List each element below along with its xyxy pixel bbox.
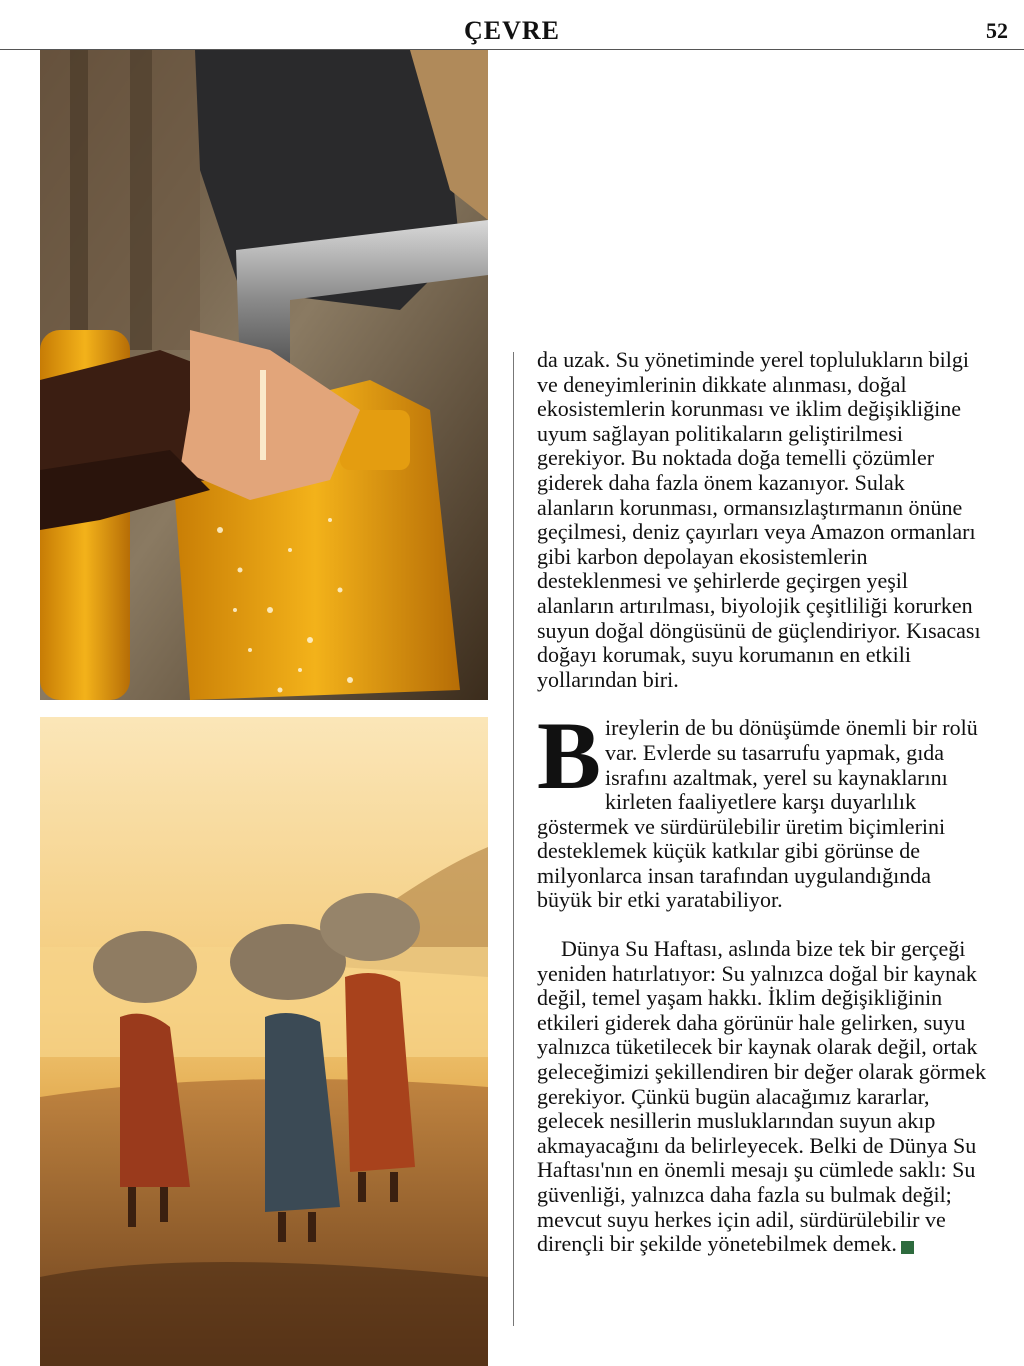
end-mark-icon: M xyxy=(901,1241,914,1254)
paragraph-1: da uzak. Su yönetiminde yerel toplulukların bilgi ve deneyimlerinin dikkate alınması, doğal ekosistemlerin korunması ve iklim değişikliğine uyum sağlayan politikaların geliştirilmesi gerekiyor. Bu noktada doğa temelli çözümler giderek daha fazla önem kazanıyor. Sulak alanların korunması, ormansızlaştırmanın önüne geçilmesi, deniz çayırları veya Amazon ormanları gibi karbon depolayan ekosistemlerin desteklenmesi ve şehirlerde geçirgen yeşil alanların artırılması, biyolojik çeşitliliği korurken suyun doğal döngüsünü de güçlendiriyor. Kısacası doğayı korumak, suyu korumanın en etkili yollarından biri. xyxy=(537,347,981,692)
page-header xyxy=(0,0,1024,50)
page-number: 52 xyxy=(986,18,1008,43)
water-tap-hands-photo xyxy=(40,50,488,700)
section-title: ÇEVRE xyxy=(463,16,560,45)
column-divider xyxy=(513,352,514,1326)
article-body xyxy=(537,348,987,1257)
paragraph-2-text: ireylerin de bu dönüşümde önemli bir rolü var. Evlerde su tasarrufu yapmak, gıda israfını azaltmak, yerel su kaynaklarını kirleten faaliyetlere karşı duyarlılık göstermek ve sürdürülebilir üretim biçimlerini desteklemek küçük katkılar gibi görünse de milyonlarca insan tarafından uygulandığında büyük bir etki yaratabiliyor. xyxy=(537,715,978,913)
women-carrying-sacks-photo xyxy=(40,717,488,1366)
paragraph-2 xyxy=(537,702,987,913)
paragraph-3 xyxy=(537,937,987,1257)
drop-cap: B xyxy=(537,702,602,810)
paragraph-3-text: Dünya Su Haftası, aslında bize tek bir gerçeği yeniden hatırlatıyor: Su yalnızca doğal bir kaynak değil, temel yaşam hakkı. İklim değişikliğinin etkileri giderek daha görünür hale gelirken, suyu yalnızca tüketilecek bir kaynak olarak değil, ortak geleceğimizi şekillendiren bir değer olarak görmek gerekiyor. Çünkü bugün alacağımız kararlar, gelecek nesillerin musluklarından suyun akıp akmayacağını da belirleyecek. Belki de Dünya Su Haftası'nın en önemli mesajı şu cümlede saklı: Su güvenliği, yalnızca daha fazla su bulmak değil; mevcut suyu herkes için adil, sürdürülebilir ve dirençli bir şekilde yönetebilmek demek. xyxy=(537,936,986,1257)
